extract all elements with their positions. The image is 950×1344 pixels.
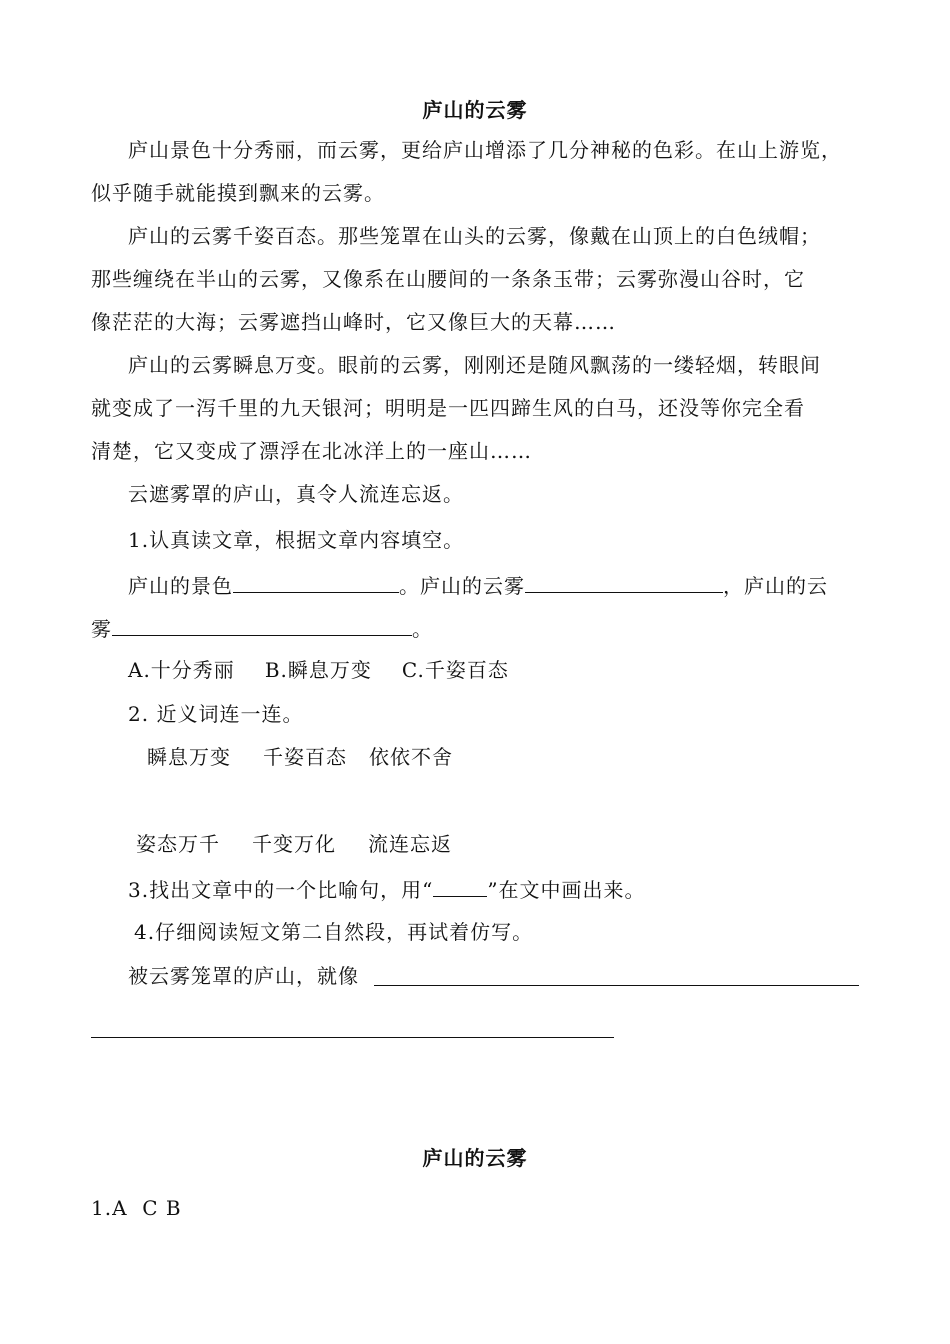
- option-a: A.十分秀丽: [128, 658, 235, 682]
- fill-blank-3[interactable]: [112, 615, 412, 636]
- question-2-row-1: [147, 745, 453, 769]
- question-1-options: [128, 658, 509, 682]
- question-4-prompt: 4.仔细阅读短文第二自然段，再试着仿写。: [134, 920, 534, 944]
- paragraph-1-line-2: 似乎随手就能摸到飘来的云雾。: [91, 181, 385, 205]
- fill-text-period: 。: [412, 617, 433, 641]
- question-1-fill-line-1: [128, 572, 828, 598]
- question-4-lead-line: [128, 964, 359, 988]
- paragraph-3-line-3: 清楚，它又变成了漂浮在北冰洋上的一座山……: [91, 439, 532, 463]
- option-b: B.瞬息万变: [264, 658, 372, 682]
- passage-title: 庐山的云雾: [422, 98, 528, 122]
- fill-blank-2[interactable]: [525, 572, 723, 593]
- word-3: 依依不舍: [369, 745, 453, 769]
- question-3-text-a: 3.找出文章中的一个比喻句，用“: [128, 878, 434, 902]
- word-6: 流连忘返: [368, 832, 452, 856]
- question-2-prompt: 2. 近义词连一连。: [128, 702, 304, 726]
- paragraph-4: 云遮雾罩的庐山，真令人流连忘返。: [128, 482, 464, 506]
- paragraph-2-line-1: 庐山的云雾千姿百态。那些笼罩在山头的云雾，像戴在山顶上的白色绒帽；: [128, 224, 821, 248]
- word-5: 千变万化: [252, 832, 336, 856]
- writing-line-2[interactable]: [91, 1037, 614, 1038]
- answer-title: 庐山的云雾: [422, 1146, 528, 1170]
- underline-sample: [433, 876, 487, 897]
- paragraph-3-line-2: 就变成了一泻千里的九天银河；明明是一匹四蹄生风的白马，还没等你完全看: [91, 396, 805, 420]
- question-2-row-2: [136, 832, 452, 856]
- option-c: C.千姿百态: [401, 658, 509, 682]
- question-3-prompt: [128, 876, 646, 902]
- fill-text-scenery: 庐山的景色: [128, 574, 233, 598]
- writing-line-1[interactable]: [374, 985, 859, 986]
- fill-text-clouds-2: ，庐山的云: [723, 574, 828, 598]
- question-1-prompt: 1.认真读文章，根据文章内容填空。: [128, 528, 465, 552]
- paragraph-2-line-3: 像茫茫的大海；云雾遮挡山峰时，它又像巨大的天幕……: [91, 310, 616, 334]
- fill-text-fog: 雾: [91, 617, 112, 641]
- word-2: 千姿百态: [263, 745, 347, 769]
- fill-text-clouds: 。庐山的云雾: [399, 574, 525, 598]
- word-1: 瞬息万变: [147, 745, 231, 769]
- paragraph-1-line-1: 庐山景色十分秀丽，而云雾，更给庐山增添了几分神秘的色彩。在山上游览，: [128, 138, 842, 162]
- paragraph-2-line-2: 那些缠绕在半山的云雾，又像系在山腰间的一条条玉带；云雾弥漫山谷时，它: [91, 267, 805, 291]
- question-3-text-b: ”在文中画出来。: [487, 878, 646, 902]
- word-4: 姿态万千: [136, 832, 220, 856]
- question-4-lead: 被云雾笼罩的庐山，就像: [128, 964, 359, 988]
- question-1-fill-line-2: [91, 615, 433, 641]
- answer-1: 1.A C B: [91, 1196, 182, 1220]
- fill-blank-1[interactable]: [233, 572, 399, 593]
- paragraph-3-line-1: 庐山的云雾瞬息万变。眼前的云雾，刚刚还是随风飘荡的一缕轻烟，转眼间: [128, 353, 821, 377]
